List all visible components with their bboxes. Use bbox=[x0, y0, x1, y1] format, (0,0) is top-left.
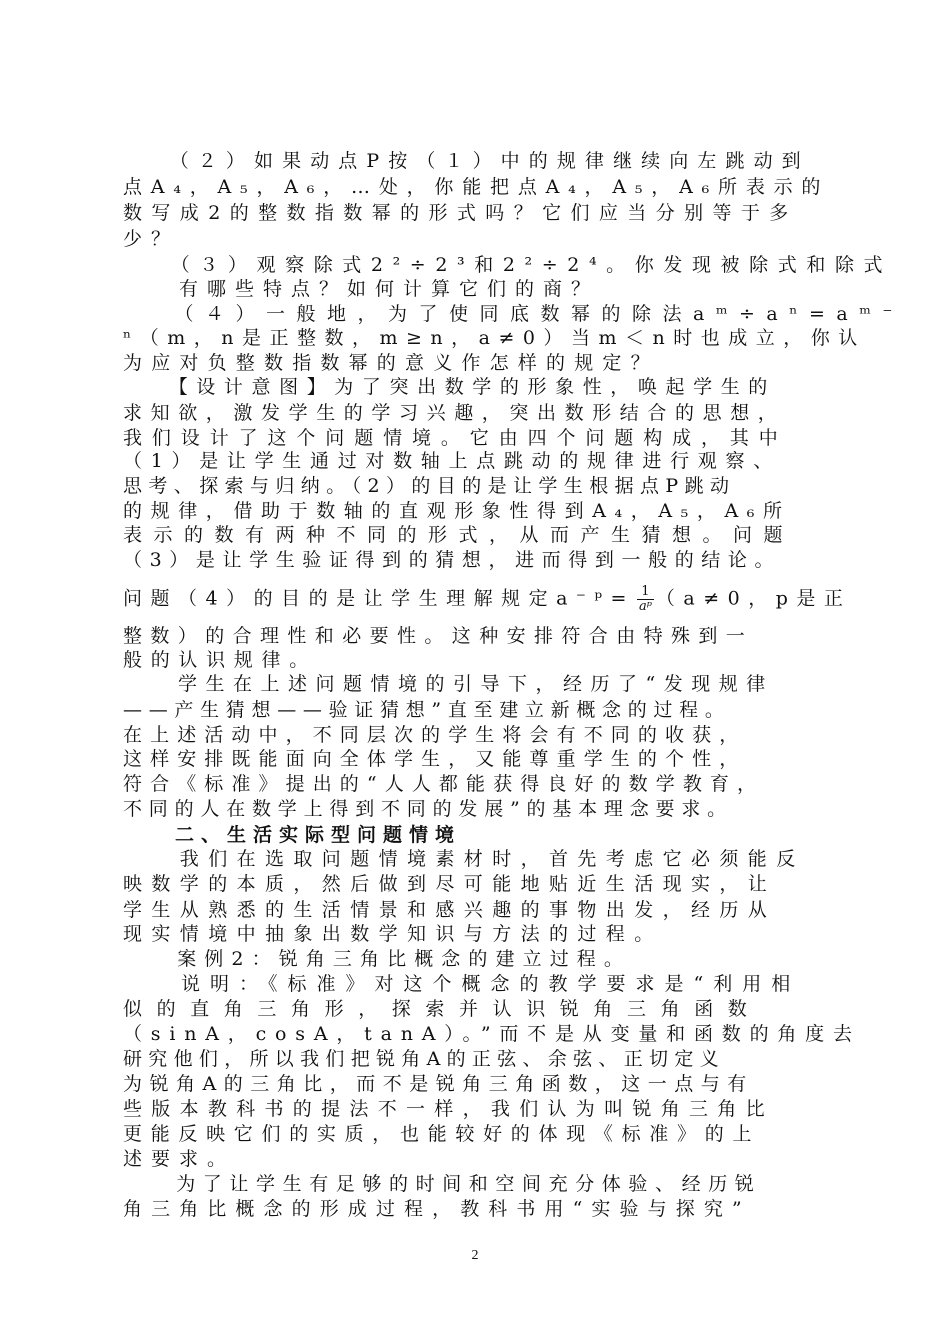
text-line: 似的直角三角形，探索并认识锐角三角函数 bbox=[123, 998, 762, 1020]
text-line: （３）观察除式2²÷2³和2²÷2⁴。你发现被除式和除式 bbox=[123, 254, 893, 276]
text-line: 思考、探索与归纳。（2）的目的是让学生根据点P跳动 bbox=[123, 475, 736, 497]
text-line: 为了让学生有足够的时间和空间充分体验、经历锐 bbox=[123, 1173, 762, 1195]
text-line: 研究他们，所以我们把锐角A的正弦、余弦、正切定义 bbox=[123, 1048, 725, 1070]
text-line: 的规律，借助于数轴的直观形象性得到A₄，A₅，A₆所 bbox=[123, 500, 791, 522]
text-line: 整数）的合理性和必要性。这种安排符合由特殊到一 bbox=[123, 625, 754, 647]
formula-text-before: 问题（4）的目的是让学生理解规定a⁻ᵖ= bbox=[123, 587, 635, 610]
text-line: （sinA，cosA，tanA）。”而不是从变量和函数的角度去 bbox=[123, 1023, 861, 1045]
text-line: 在上述活动中，不同层次的学生将会有不同的收获， bbox=[123, 724, 747, 746]
text-line: 【设计意图】为了突出数学的形象性，唤起学生的 bbox=[123, 376, 776, 398]
text-line: 现实情境中抽象出数学知识与方法的过程。 bbox=[123, 923, 663, 945]
page-number: 2 bbox=[471, 1248, 479, 1263]
text-line: 为锐角A的三角比，而不是锐角三角函数，这一点与有 bbox=[123, 1073, 754, 1095]
text-line: 符合《标准》提出的“人人都能获得良好的数学教育， bbox=[123, 773, 765, 795]
text-line: 少？ bbox=[123, 228, 180, 250]
text-line: 说明：《标准》对这个概念的教学要求是“利用相 bbox=[123, 973, 801, 995]
text-line: 表示的数有两种不同的形式，从而产生猜想。问题 bbox=[123, 524, 795, 546]
text-line: （1）是让学生通过对数轴上点跳动的规律进行观察、 bbox=[123, 450, 781, 472]
text-line: 学生从熟悉的生活情景和感兴趣的事物出发，经历从 bbox=[123, 899, 777, 921]
fraction-numerator: 1 bbox=[637, 585, 654, 600]
formula-text-after: （a≠0，p是正 bbox=[655, 587, 852, 610]
text-line: 为应对负整数指数幂的意义作怎样的规定？ bbox=[123, 352, 659, 374]
text-line: ——产生猜想——验证猜想”直至建立新概念的过程。 bbox=[123, 699, 731, 721]
text-line: 不同的人在数学上得到不同的发展”的基本理念要求。 bbox=[123, 798, 733, 820]
text-line: 更能反映它们的实质，也能较好的体现《标准》的上 bbox=[123, 1123, 761, 1145]
text-line: 我们在选取问题情境素材时，首先考虑它必须能反 bbox=[123, 848, 805, 870]
text-line: 有哪些特点？如何计算它们的商？ bbox=[123, 278, 600, 300]
text-line: 映数学的本质，然后做到尽可能地贴近生活现实，让 bbox=[123, 873, 777, 895]
text-line: （２）如果动点P按（１）中的规律继续向左跳动到 bbox=[123, 150, 810, 172]
text-line: （４）一般地，为了使同底数幂的除法aᵐ÷aⁿ=aᵐ⁻ bbox=[123, 303, 904, 325]
section-heading: 二、生活实际型问题情境 bbox=[123, 824, 462, 846]
text-line: 我们设计了这个问题情境。它由四个问题构成，其中 bbox=[123, 427, 788, 449]
text-line: 案例2：锐角三角比概念的建立过程。 bbox=[123, 948, 631, 970]
text-line: ⁿ（m，n是正整数，m≥n，a≠0）当m＜n时也成立，你认 bbox=[123, 327, 866, 349]
fraction bbox=[637, 585, 654, 614]
fraction-denominator: aᵖ bbox=[638, 599, 652, 614]
text-line: 点A₄，A₅，A₆，…处，你能把点A₄，A₅，A₆所表示的 bbox=[123, 176, 830, 198]
text-line: 般的认识规律。 bbox=[123, 649, 317, 671]
text-line: （3）是让学生验证得到的猜想，进而得到一般的结论。 bbox=[123, 549, 782, 571]
text-line: 这样安排既能面向全体学生，又能尊重学生的个性， bbox=[123, 748, 747, 770]
text-line: 学生在上述问题情境的引导下，经历了“发现规律 bbox=[123, 673, 774, 695]
text-line: 述要求。 bbox=[123, 1148, 236, 1170]
text-line: 数写成2的整数指数幂的形式吗？它们应当分别等于多 bbox=[123, 202, 798, 224]
text-line: 角三角比概念的形成过程，教科书用“实验与探究” bbox=[123, 1198, 751, 1220]
formula-line bbox=[123, 585, 851, 614]
text-line: 些版本教科书的提法不一样，我们认为叫锐角三角比 bbox=[123, 1098, 774, 1120]
text-line: 求知欲，激发学生的学习兴趣，突出数形结合的思想， bbox=[123, 402, 786, 424]
